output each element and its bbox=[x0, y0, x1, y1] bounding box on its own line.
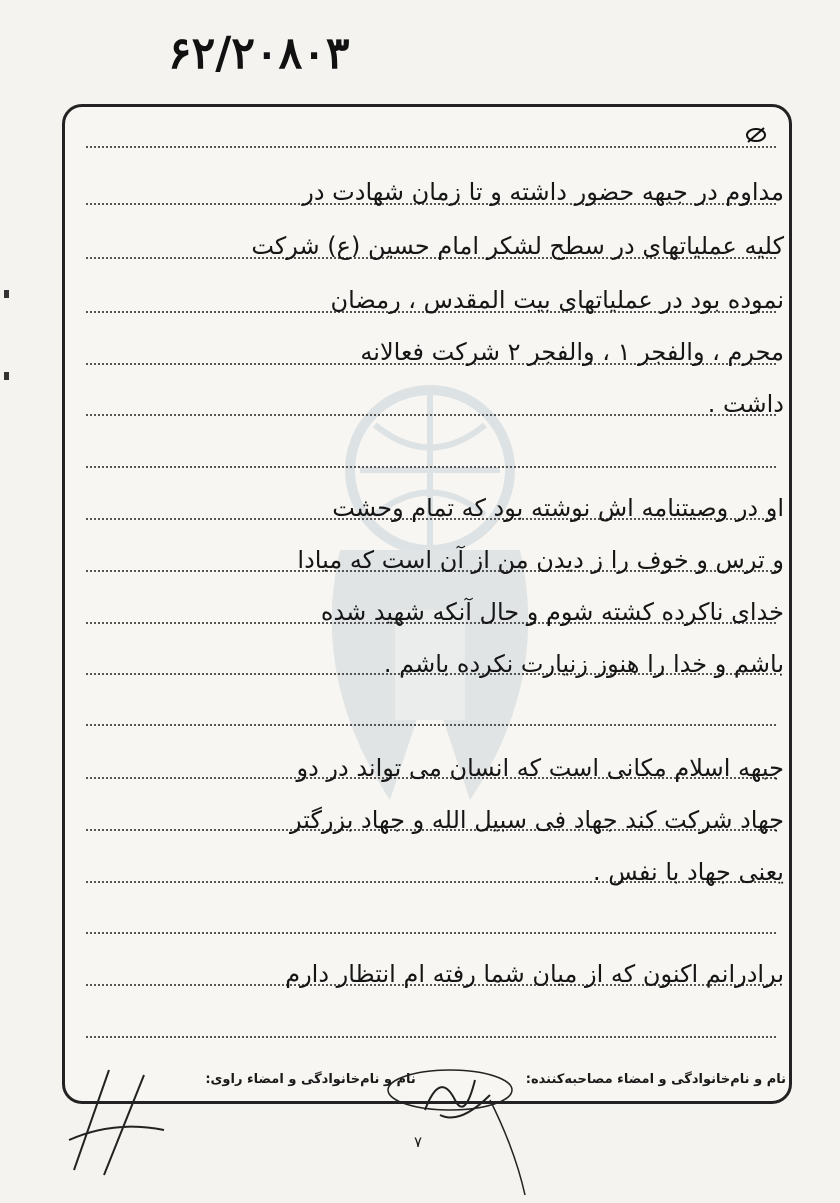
narrator-signature-label: نام و نام‌خانوادگی و امضاء راوی: bbox=[205, 1072, 416, 1087]
handwritten-line: برادرانم اکنون که از میان شما رفته ام انتظار دارم bbox=[285, 960, 784, 988]
handwritten-line: و ترس و خوف را ز دیدن من از آن است که مبادا bbox=[297, 546, 784, 574]
handwritten-line: یعنی جهاد با نفس . bbox=[593, 858, 784, 886]
handwritten-line: جهاد شرکت کند جهاد فی سبیل الله و جهاد بزرگتر bbox=[289, 806, 784, 834]
edge-mark bbox=[4, 290, 9, 298]
ruled-line bbox=[86, 466, 776, 468]
page-id: ۶۲/۲۰۸۰۳ bbox=[168, 28, 350, 79]
handwritten-line: مداوم در جبهه حضور داشته و تا زمان شهادت در bbox=[302, 178, 784, 206]
ruled-line bbox=[86, 146, 776, 148]
pen-icon bbox=[744, 126, 768, 144]
edge-mark bbox=[4, 372, 9, 380]
handwritten-line: نموده بود در عملیاتهای بیت المقدس ، رمضان bbox=[330, 286, 784, 314]
handwritten-line: کلیه عملیاتهای در سطح لشکر امام حسین (ع) شرکت bbox=[251, 232, 784, 260]
signature-footer bbox=[205, 1072, 786, 1087]
handwritten-line: خدای ناکرده کشته شوم و حال آنکه شهید شده bbox=[320, 598, 784, 626]
ruled-line bbox=[86, 1036, 776, 1038]
ruled-line bbox=[86, 932, 776, 934]
handwritten-line: محرم ، والفجر ۱ ، والفجر ۲ شرکت فعالانه bbox=[360, 338, 784, 366]
page-number: ۷ bbox=[414, 1133, 423, 1151]
handwritten-line: داشت . bbox=[707, 390, 784, 418]
ruled-line bbox=[86, 414, 776, 416]
ruled-line bbox=[86, 724, 776, 726]
handwritten-line: باشم و خدا را هنوز زنیارت نکرده باشم . bbox=[383, 650, 784, 678]
handwritten-line: او در وصیتنامه اش نوشته بود که تمام وحشت bbox=[332, 494, 784, 522]
interviewer-signature-label: نام و نام‌خانوادگی و امضاء مصاحبه‌کننده: bbox=[525, 1072, 786, 1087]
handwritten-line: جبهه اسلام مکانی است که انسان می تواند در دو bbox=[296, 754, 784, 782]
